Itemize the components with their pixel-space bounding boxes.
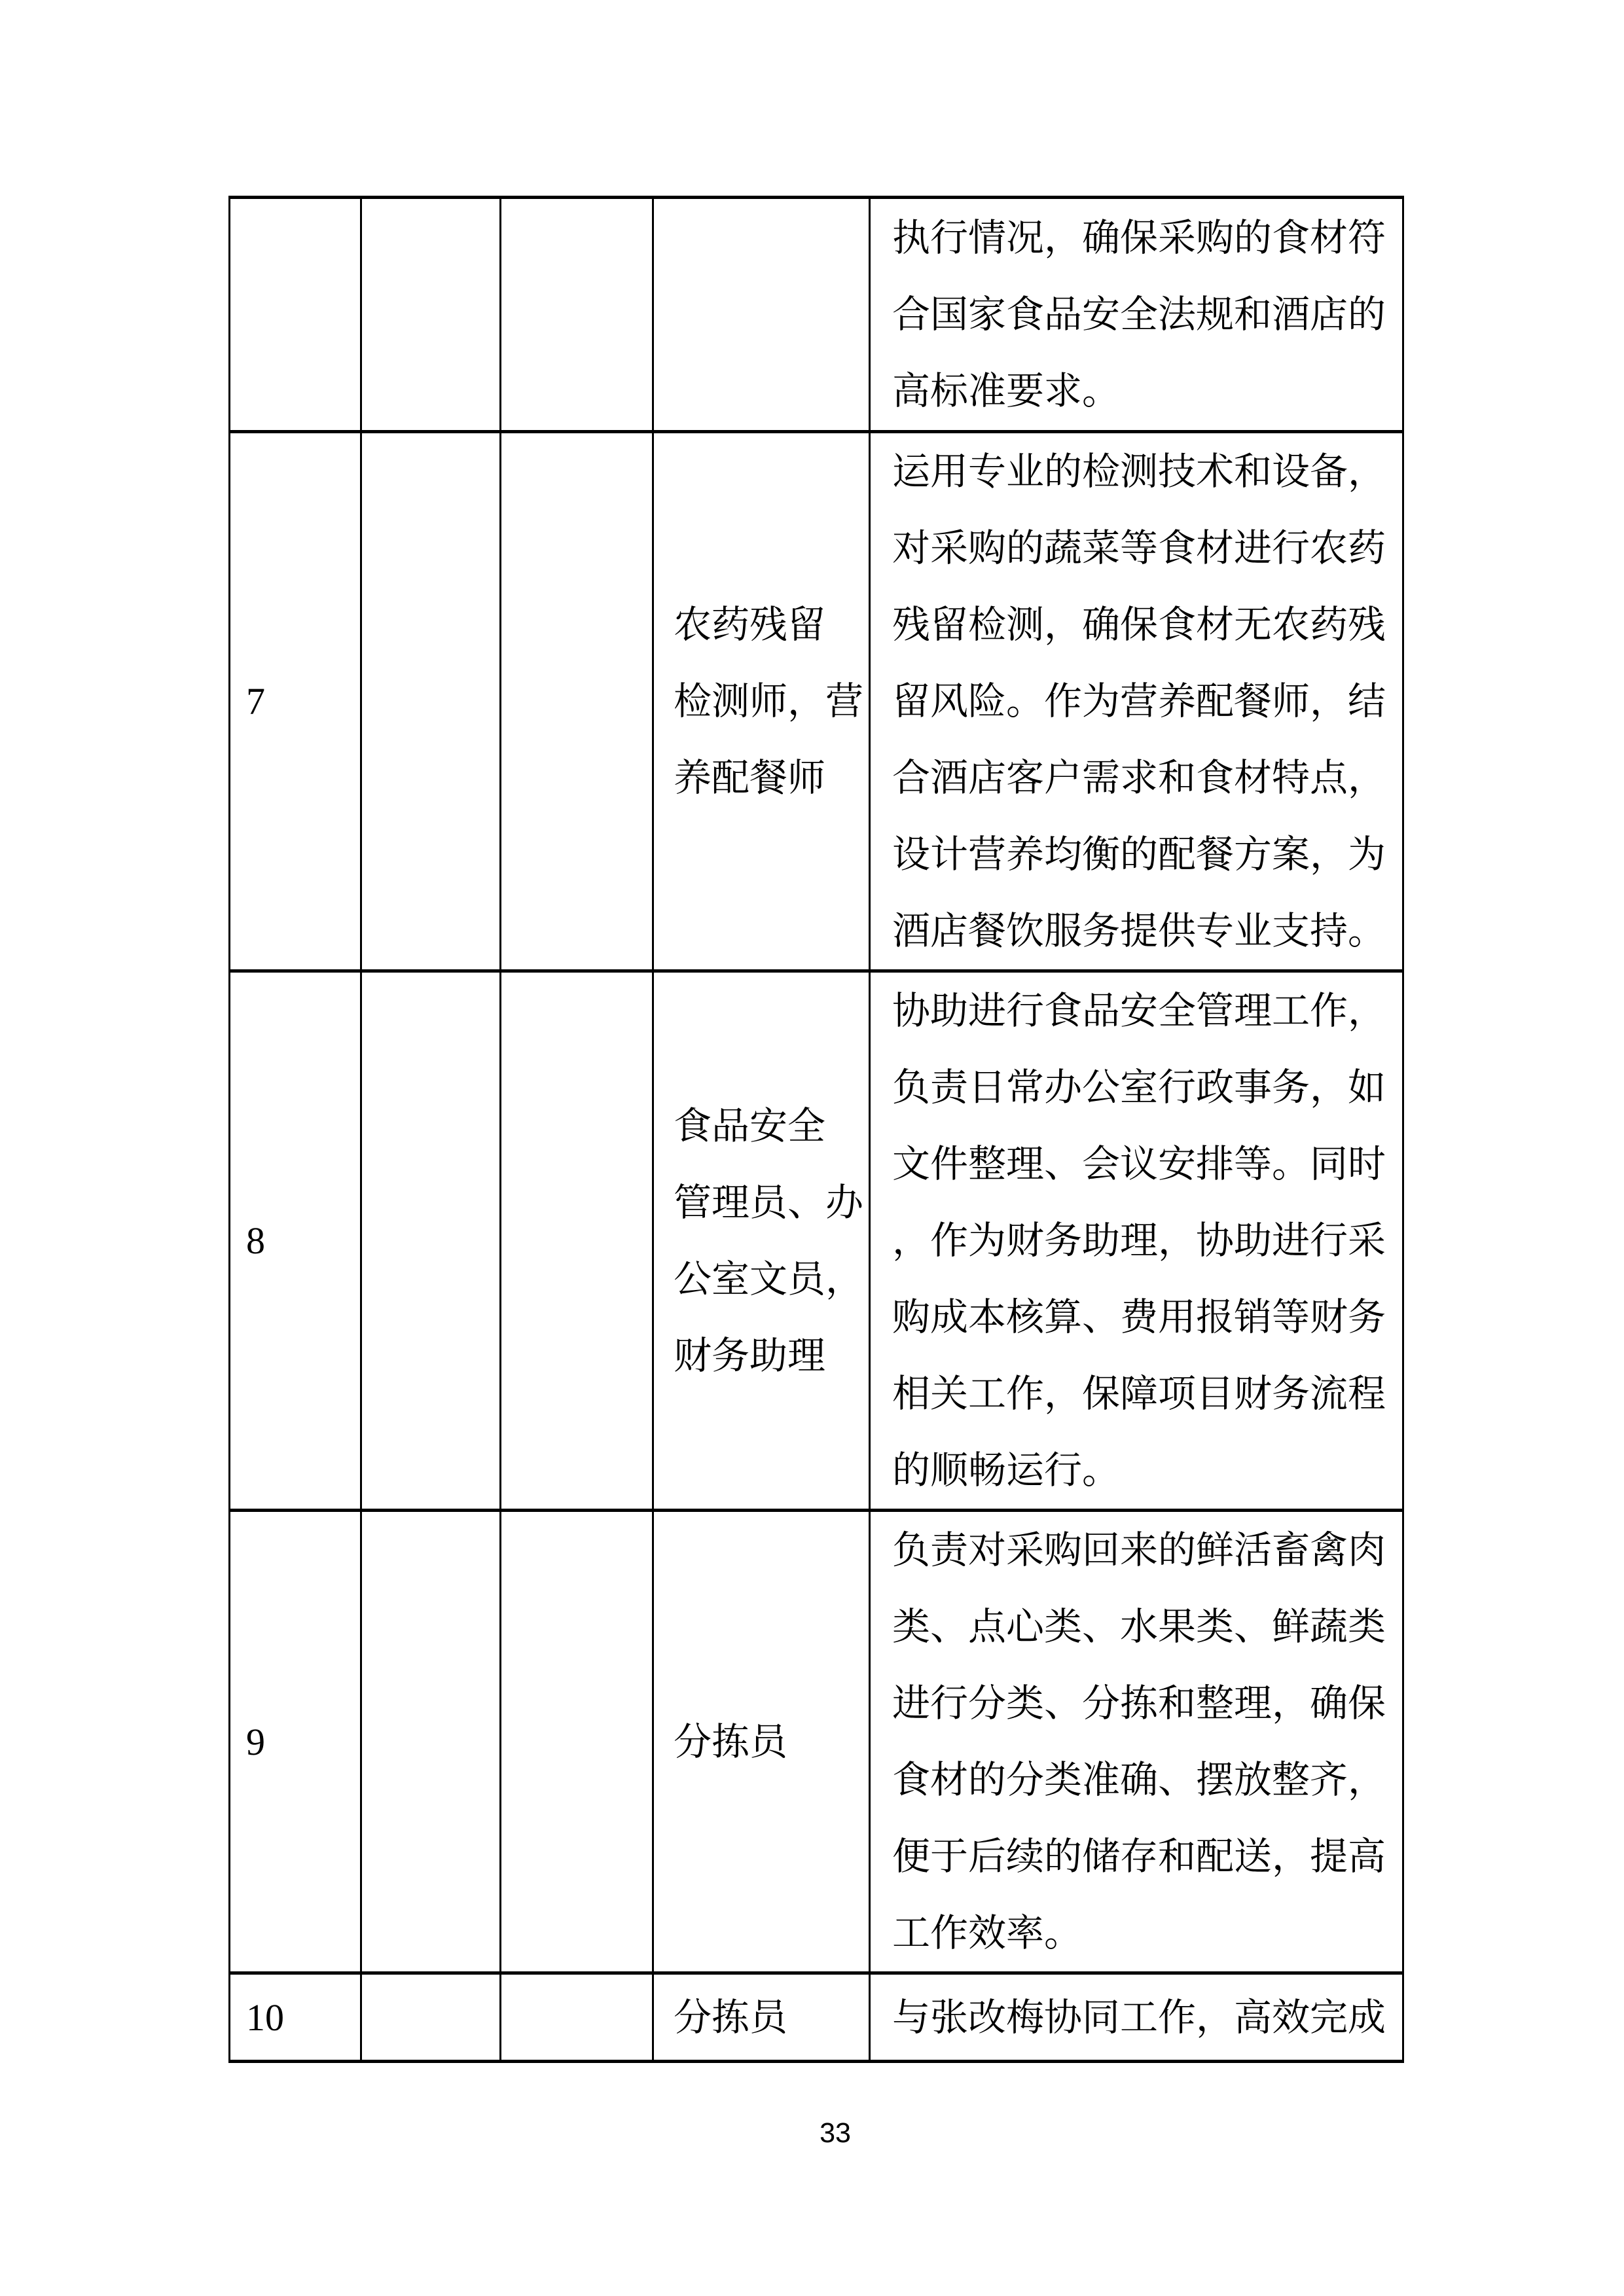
row-number: 9 (246, 1720, 265, 1763)
staffing-table-body (230, 198, 1403, 2062)
description-line: 便于后续的储存和配送，提高 (892, 1835, 1386, 1878)
table-row-7 (230, 432, 1403, 971)
description-line: 负责日常办公室行政事务，如 (892, 1066, 1386, 1109)
cell-description (870, 432, 1403, 971)
cell-index (230, 198, 361, 432)
page-number: 33 (820, 2117, 851, 2149)
cell-empty (501, 432, 653, 971)
cell-description (870, 1511, 1403, 1973)
description-line: 合酒店客户需求和食材特点， (892, 757, 1386, 799)
description-line: 酒店餐饮服务提供专业支持。 (892, 910, 1386, 952)
description-line: 高标准要求。 (892, 370, 1121, 412)
description-line: 残留检测，确保食材无农药残 (892, 603, 1386, 646)
table-row-9 (230, 1511, 1403, 1973)
staffing-table (228, 196, 1404, 2063)
cell-empty (361, 198, 501, 432)
description-line: 工作效率。 (892, 1912, 1083, 1954)
role-line: 管理员、办 (674, 1181, 864, 1224)
cell-index (230, 1511, 361, 1973)
description-line: 进行分类、分拣和整理，确保 (892, 1682, 1386, 1725)
cell-role (653, 1511, 870, 1973)
cell-empty (501, 1973, 653, 2062)
description-line: 执行情况，确保采购的食材符 (892, 217, 1386, 259)
description-line: 留风险。作为营养配餐师，结 (892, 680, 1386, 723)
cell-role (653, 198, 870, 432)
cell-empty (501, 1511, 653, 1973)
role-line: 分拣员 (674, 1720, 788, 1763)
row-number: 8 (246, 1219, 265, 1262)
description-line: 的顺畅运行。 (892, 1449, 1121, 1492)
description-line: 与张改梅协同工作，高效完成 (892, 1996, 1386, 2039)
description-line: 对采购的蔬菜等食材进行农药 (892, 527, 1386, 569)
role-line: 农药残留 (674, 603, 826, 646)
cell-empty (361, 1511, 501, 1973)
cell-description (870, 1973, 1403, 2062)
description-line: 文件整理、会议安排等。同时 (892, 1143, 1386, 1185)
role-line: 检测师，营 (674, 680, 864, 723)
table-row-continuation (230, 198, 1403, 432)
role-line: 食品安全 (674, 1104, 826, 1147)
cell-empty (501, 198, 653, 432)
role-line: 公室文员， (674, 1257, 864, 1300)
role-line: 财务助理 (674, 1334, 826, 1377)
cell-role (653, 432, 870, 971)
description-line: 设计营养均衡的配餐方案，为 (892, 833, 1386, 876)
table-row-10 (230, 1973, 1403, 2062)
cell-empty (361, 1973, 501, 2062)
description-line: 合国家食品安全法规和酒店的 (892, 293, 1386, 336)
description-line: 类、点心类、水果类、鲜蔬类 (892, 1605, 1386, 1648)
description-line: 负责对采购回来的鲜活畜禽肉 (892, 1529, 1386, 1571)
role-line: 分拣员 (674, 1996, 788, 2039)
cell-index (230, 1973, 361, 2062)
cell-role (653, 971, 870, 1511)
description-line: ，作为财务助理，协助进行采 (892, 1219, 1386, 1262)
role-line: 养配餐师 (674, 757, 826, 799)
row-number: 7 (246, 680, 265, 723)
cell-index (230, 432, 361, 971)
description-line: 食材的分类准确、摆放整齐， (892, 1759, 1386, 1801)
cell-empty (501, 971, 653, 1511)
table-row-8 (230, 971, 1403, 1511)
cell-description (870, 198, 1403, 432)
description-line: 协助进行食品安全管理工作， (892, 990, 1386, 1032)
cell-description (870, 971, 1403, 1511)
description-line: 运用专业的检测技术和设备， (892, 450, 1386, 493)
cell-role (653, 1973, 870, 2062)
row-number: 10 (246, 1996, 284, 2039)
cell-empty (361, 432, 501, 971)
cell-empty (361, 971, 501, 1511)
description-line: 购成本核算、费用报销等财务 (892, 1296, 1386, 1338)
cell-index (230, 971, 361, 1511)
description-line: 相关工作，保障项目财务流程 (892, 1372, 1386, 1415)
